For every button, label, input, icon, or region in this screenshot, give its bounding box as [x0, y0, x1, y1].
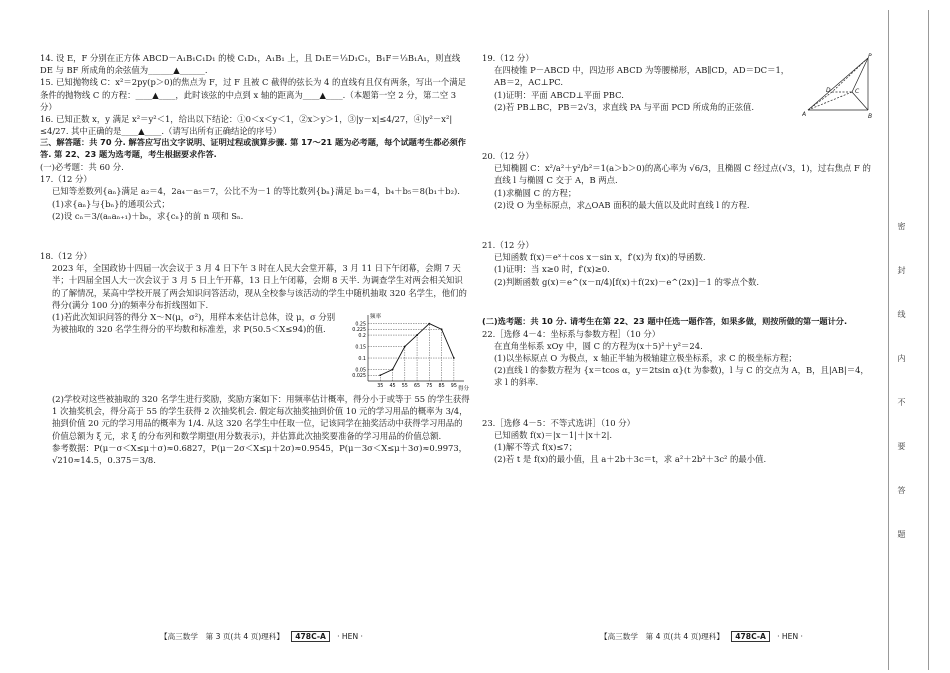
question-21-part-2: (2)判断函数 g(x)＝e^(x－π/4)[f(x)＋f(2x)－e^(2x)]－1 的零点个数.	[494, 276, 760, 287]
x-tick-label: 85	[438, 383, 445, 389]
left-footer	[160, 631, 363, 642]
right-footer	[600, 631, 803, 642]
y-tick-label: 0.05	[355, 368, 366, 374]
question-18-reference: 参考数据：P(μ－σ＜X≤μ＋σ)≈0.6827，P(μ－2σ＜X≤μ＋2σ)≈0.9545，P(μ－3σ＜X≤μ＋3σ)≈0.9973，√210≈14.5，0.375＝3/8.	[52, 442, 468, 465]
pyramid-label-b: B	[868, 113, 873, 120]
question-22-head: 22.［选修 4－4：坐标系与参数方程］（10 分）	[482, 328, 661, 339]
question-23-body: 已知函数 f(x)＝|x－1|＋|x＋2|.	[494, 429, 613, 440]
y-axis-label: 频率	[370, 313, 382, 320]
data-point	[441, 328, 443, 330]
question-21-body: 已知函数 f(x)＝eˣ＋cos x－sin x，f′(x)为 f(x)的导函数.	[494, 252, 706, 263]
question-19-head: 19.（12 分）	[482, 53, 534, 63]
strip-line-right	[928, 10, 929, 670]
pyramid-label-c: C	[855, 88, 860, 95]
question-18-part-2: (2)学校对这些被抽取的 320 名学生进行奖励，奖励方案如下：用频率估计概率，得分小于或等于 55 的学生获得 1 次抽奖机会，得分高于 55 的学生获得 2 次抽奖机会. 假定每次抽奖抽到价值 10 元的学习用品的概率为 3/4，抽到价值 20 元的学习用品的概率为 1/4. 从这 320 名学生中任取一位，记该同学在抽奖活动中获得学习用品的价值总额为 ξ 元，求 ξ 的分布列和数学期望(用分数表示)，并估算此次抽奖要准备的学习用品的价值总额.	[52, 393, 473, 441]
data-point	[379, 374, 381, 376]
right-footer-text: 【高三数学 第 4 页(共 4 页)理科】	[600, 632, 724, 641]
y-tick-label: 0.025	[352, 374, 366, 380]
x-tick-label: 75	[426, 383, 433, 389]
data-point	[404, 346, 406, 348]
question-22-part-2: (2)直线 l 的参数方程为 {x＝tcos α，y＝2tsin α}(t 为参数)，l 与 C 的交点为 A，B，且|AB|＝4，求 l 的斜率.	[494, 365, 869, 388]
question-20-part-1: (1)求椭圆 C 的方程；	[494, 187, 577, 198]
question-17-part-2: (2)设 cₙ＝3/(aₙaₙ₊₁)＋bₙ，求{cₙ}的前 n 项和 Sₙ.	[52, 210, 244, 221]
x-axis-label: 得分	[458, 385, 470, 392]
strip-line-left	[888, 10, 889, 670]
question-20-body: 已知椭圆 C：x²/a²＋y²/b²＝1(a＞b＞0)的离心率为 √6/3，且椭圆 C 经过点(√3，1)，过右焦点 F 的直线 l 与椭圆 C 交于 A，B 两点.	[494, 163, 871, 186]
question-22-body: 在直角坐标系 xOy 中，圆 C 的方程为(x＋5)²＋y²＝24.	[494, 340, 703, 351]
x-tick-label: 95	[450, 383, 457, 389]
y-tick-label: 0.15	[355, 345, 366, 351]
y-tick-label: 0.1	[358, 356, 366, 362]
section-3-subtitle: (一)必考题：共 60 分.	[40, 162, 124, 173]
question-18-part-1: (1)若此次知识问答的得分 X～N(μ，σ²)，用样本来估计总体，设 μ，σ 分别为被抽取的 320 名学生得分的平均数和标准差，求 P(50.5＜X≤94)的值.	[52, 311, 336, 335]
left-footer-code: 478C-A	[291, 631, 330, 642]
right-footer-mark: · HEN ·	[777, 632, 803, 641]
question-21-head: 21.（12 分）	[482, 239, 534, 250]
question-14: 14. 设 E，F 分别在正方体 ABCD－A₁B₁C₁D₁ 的棱 C₁D₁，A₁B₁ 上，且 D₁E＝⅓D₁C₁，B₁F＝⅓B₁A₁，则直线 DE 与 BF 所成角的余弦值为______▲______.	[40, 53, 463, 76]
y-tick-label: 0.25	[355, 322, 366, 328]
x-tick-label: 65	[414, 383, 421, 389]
data-point	[392, 369, 394, 371]
left-page	[40, 52, 473, 466]
seal-line-notice: 密 封 线 内 不 要 答 题	[897, 222, 906, 552]
pyramid-label-a: A	[802, 111, 807, 118]
question-19-part-1: (1)证明：平面 ABCD⊥平面 PBC.	[494, 89, 624, 100]
binding-strip	[880, 0, 950, 673]
x-tick-label: 45	[389, 383, 396, 389]
question-20-part-2: (2)设 O 为坐标原点，求△OAB 面积的最大值以及此时直线 l 的方程.	[494, 199, 750, 210]
question-23-part-2: (2)若 t 是 f(x)的最小值，且 a＋2b＋3c＝t，求 a²＋2b²＋3c² 的最小值.	[494, 454, 767, 465]
question-18-head: 18.（12 分）	[40, 251, 92, 262]
data-point	[428, 323, 430, 325]
section-3-title: 三、解答题：共 70 分. 解答应写出文字说明、证明过程或演算步骤. 第 17～21 题为必考题，每个试题考生都必须作答. 第 22、23 题为选考题，考生根据要求作答.	[40, 137, 466, 160]
question-22-part-1: (1)以坐标原点 O 为极点，x 轴正半轴为极轴建立极坐标系，求 C 的极坐标方程；	[494, 352, 797, 363]
question-17-head: 17.（12 分）	[40, 174, 92, 185]
right-footer-code: 478C-A	[731, 631, 770, 642]
x-tick-label: 35	[377, 383, 384, 389]
question-19-body: 在四棱锥 P－ABCD 中，四边形 ABCD 为等腰梯形，AB∥CD，AD＝DC＝1，AB＝2，AC⊥PC.	[494, 65, 790, 88]
left-footer-mark: · HEN ·	[337, 632, 363, 641]
question-18-body: 2023 年，全国政协十四届一次会议于 3 月 4 日下午 3 时在人民大会堂开幕，3 月 11 日下午闭幕，会期 7 天半；十四届全国人大一次会议于 3 月 5 日上午开幕，13 日上午闭幕，会期 8 天半. 为调查学生对两会相关知识的了解情况，某高中学校开展了两会知识问答活动，现从全校参与该活动的学生中随机抽取 320 名学生，他们的得分(满分 100 分)的频率分布折线图如下.	[52, 263, 467, 310]
right-page	[482, 52, 874, 465]
optional-section-title: (二)选考题：共 10 分. 请考生在第 22、23 题中任选一题作答，如果多做，则按所做的第一题计分.	[482, 315, 848, 326]
question-17-body: 已知等差数列{aₙ}满足 a₂＝4，2a₄－a₅＝7，公比不为－1 的等比数列{bₙ}满足 b₃＝4，b₄＋b₅＝8(b₁＋b₂).	[52, 186, 460, 197]
question-16: 16. 已知正数 x，y 满足 x²＝y²＜1，给出以下结论：①0＜x＜y＜1，②x＞y＞1，③|y－x|≤4/27，④|y²－x²|≤4/27. 其中正确的是____▲____.（请写出所有正确结论的序号）	[40, 113, 453, 137]
y-tick-label: 0.2	[358, 333, 366, 339]
data-point	[453, 357, 455, 359]
pyramid-label-d: D	[826, 87, 831, 94]
question-23-head: 23.［选修 4－5：不等式选讲］（10 分）	[482, 417, 636, 428]
question-15: 15. 已知抛物线 C：x²＝2py(p＞0)的焦点为 F，过 F 且被 C 截得的弦长为 4 的直线有且仅有两条，写出一个满足条件的抛物线 C 的方程：____▲____，此时该弦的中点到 x 轴的距离为____▲____.（本题第一空 2 分，第二空 3 分）	[40, 77, 467, 112]
question-21-part-1: (1)证明：当 x≥0 时，f′(x)≥0.	[494, 264, 610, 275]
left-footer-text: 【高三数学 第 3 页(共 4 页)理科】	[160, 632, 284, 641]
pyramid-label-p: P	[868, 53, 872, 60]
x-tick-label: 55	[401, 383, 408, 389]
frequency-polygon-chart	[340, 311, 470, 393]
question-20-head: 20.（12 分）	[482, 151, 534, 161]
pyramid-figure	[802, 52, 874, 122]
question-17-part-1: (1)求{aₙ}与{bₙ}的通项公式；	[52, 198, 170, 209]
y-tick-label: 0.225	[352, 328, 366, 334]
question-19-part-2: (2)若 PB⊥BC，PB＝2√3，求直线 PA 与平面 PCD 所成角的正弦值.	[494, 101, 755, 112]
question-23-part-1: (1)解不等式 f(x)≤7；	[494, 441, 578, 452]
data-point	[416, 334, 418, 336]
